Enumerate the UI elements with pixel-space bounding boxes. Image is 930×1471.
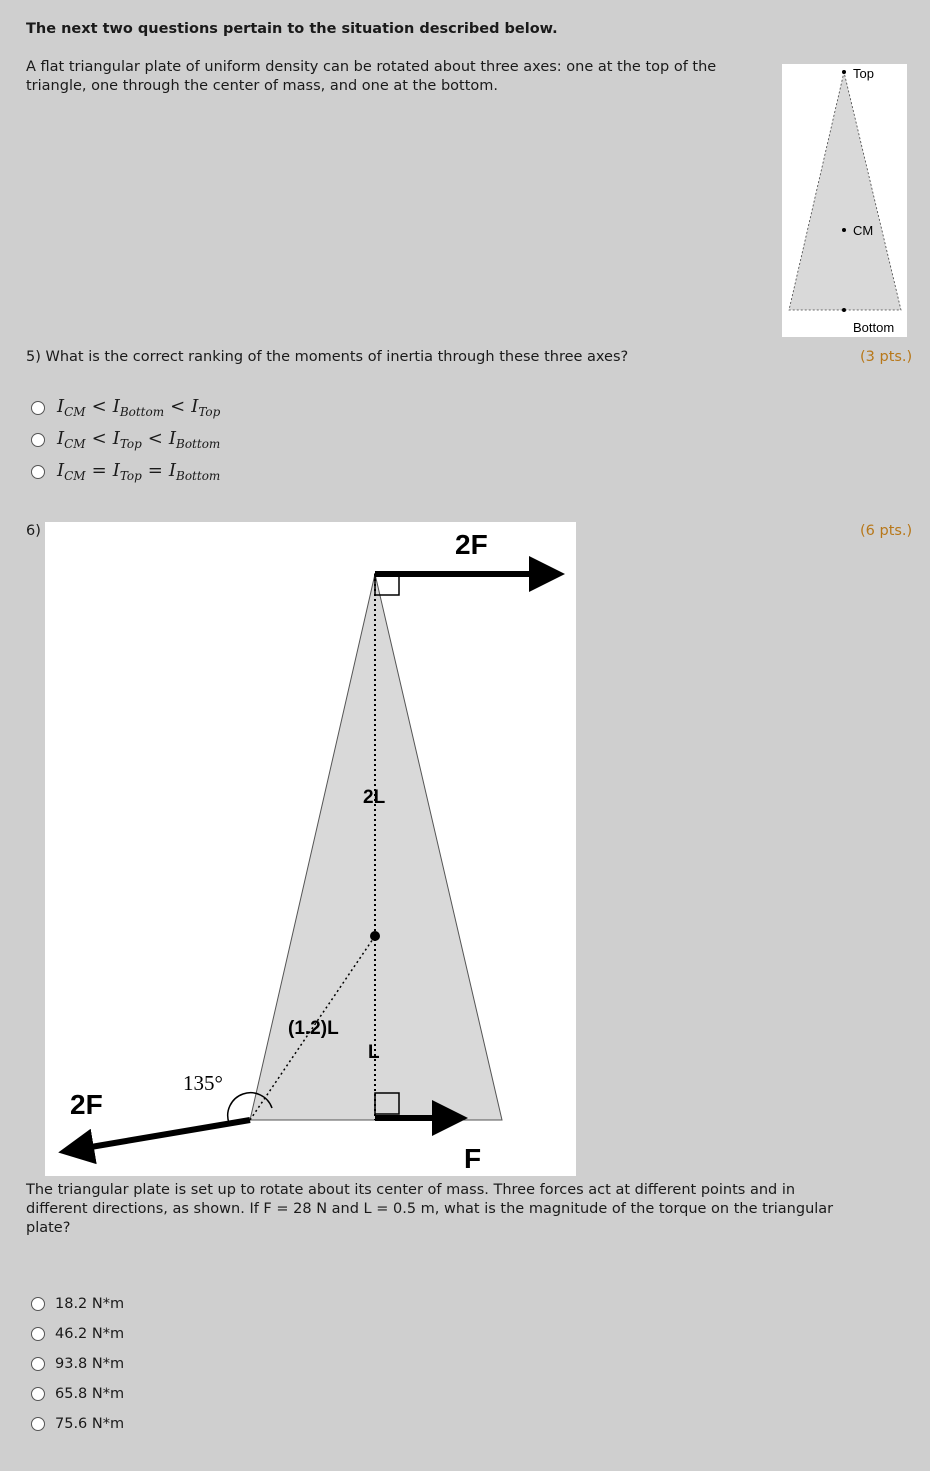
question-6-text: The triangular plate is set up to rotate about its center of mass. Three forces act at different points and in different directions, as shown. If F = 28 N and L = 0.5 m, what is the magnitude of the torque on the triangular plate? [26,1182,834,1236]
top-axis-dot [842,70,846,74]
option-label: 75.6 N*m [55,1416,125,1432]
option-formula: $I_{CM} < I_{Bottom} < I_{Top}$ [57,396,221,419]
radio-button[interactable] [31,1327,45,1341]
height-label: 2L [363,787,386,808]
center-of-mass-dot [370,931,380,941]
top-label: Top [853,66,874,81]
q5-option-2[interactable] [31,428,220,451]
bottom-axis-dot [842,308,846,312]
radio-button[interactable] [31,401,45,415]
triangle-axes-svg [782,64,907,337]
torque-figure [45,522,576,1176]
q6-option-5[interactable] [31,1416,124,1432]
intro-title: The next two questions pertain to the situation described below. [26,21,558,37]
question-5-text: 5) What is the correct ranking of the moments of inertia through these three axes? [26,349,629,365]
radio-button[interactable] [31,433,45,447]
q5-option-1[interactable] [31,396,220,419]
option-label: 18.2 N*m [55,1296,125,1312]
lower-length-label: L [368,1042,380,1063]
option-formula: $I_{CM} < I_{Top} < I_{Bottom}$ [57,428,221,451]
left-force-arrow [73,1120,250,1150]
q5-option-3[interactable] [31,460,220,483]
question-6-number: 6) [26,523,41,539]
cm-label: CM [853,223,874,238]
diagonal-length-label: (1.2)L [288,1018,339,1039]
plate-triangle [789,72,901,310]
bottom-label: Bottom [853,320,895,335]
triangle-axes-figure [782,64,907,337]
cm-axis-dot [842,228,846,232]
intro-text: A flat triangular plate of uniform density can be rotated about three axes: one at the top of the triangle, one through the center of mass, and one at the bottom. [26,59,717,94]
question-6-points: (6 pts.) [860,523,913,539]
angle-label: 135° [183,1071,223,1095]
q6-option-3[interactable] [31,1356,124,1372]
bottom-force-label: F [464,1143,482,1174]
radio-button[interactable] [31,465,45,479]
radio-button[interactable] [31,1417,45,1431]
option-formula: $I_{CM} = I_{Top} = I_{Bottom}$ [57,460,221,483]
radio-button[interactable] [31,1357,45,1371]
top-force-label: 2F [455,529,488,560]
q6-option-4[interactable] [31,1386,124,1402]
question-5-points: (3 pts.) [860,349,913,365]
left-force-label: 2F [70,1089,103,1120]
q6-option-1[interactable] [31,1296,124,1312]
option-label: 93.8 N*m [55,1356,125,1372]
option-label: 46.2 N*m [55,1326,125,1342]
torque-figure-svg [45,522,576,1176]
radio-button[interactable] [31,1297,45,1311]
option-label: 65.8 N*m [55,1386,125,1402]
q6-option-2[interactable] [31,1326,124,1342]
radio-button[interactable] [31,1387,45,1401]
